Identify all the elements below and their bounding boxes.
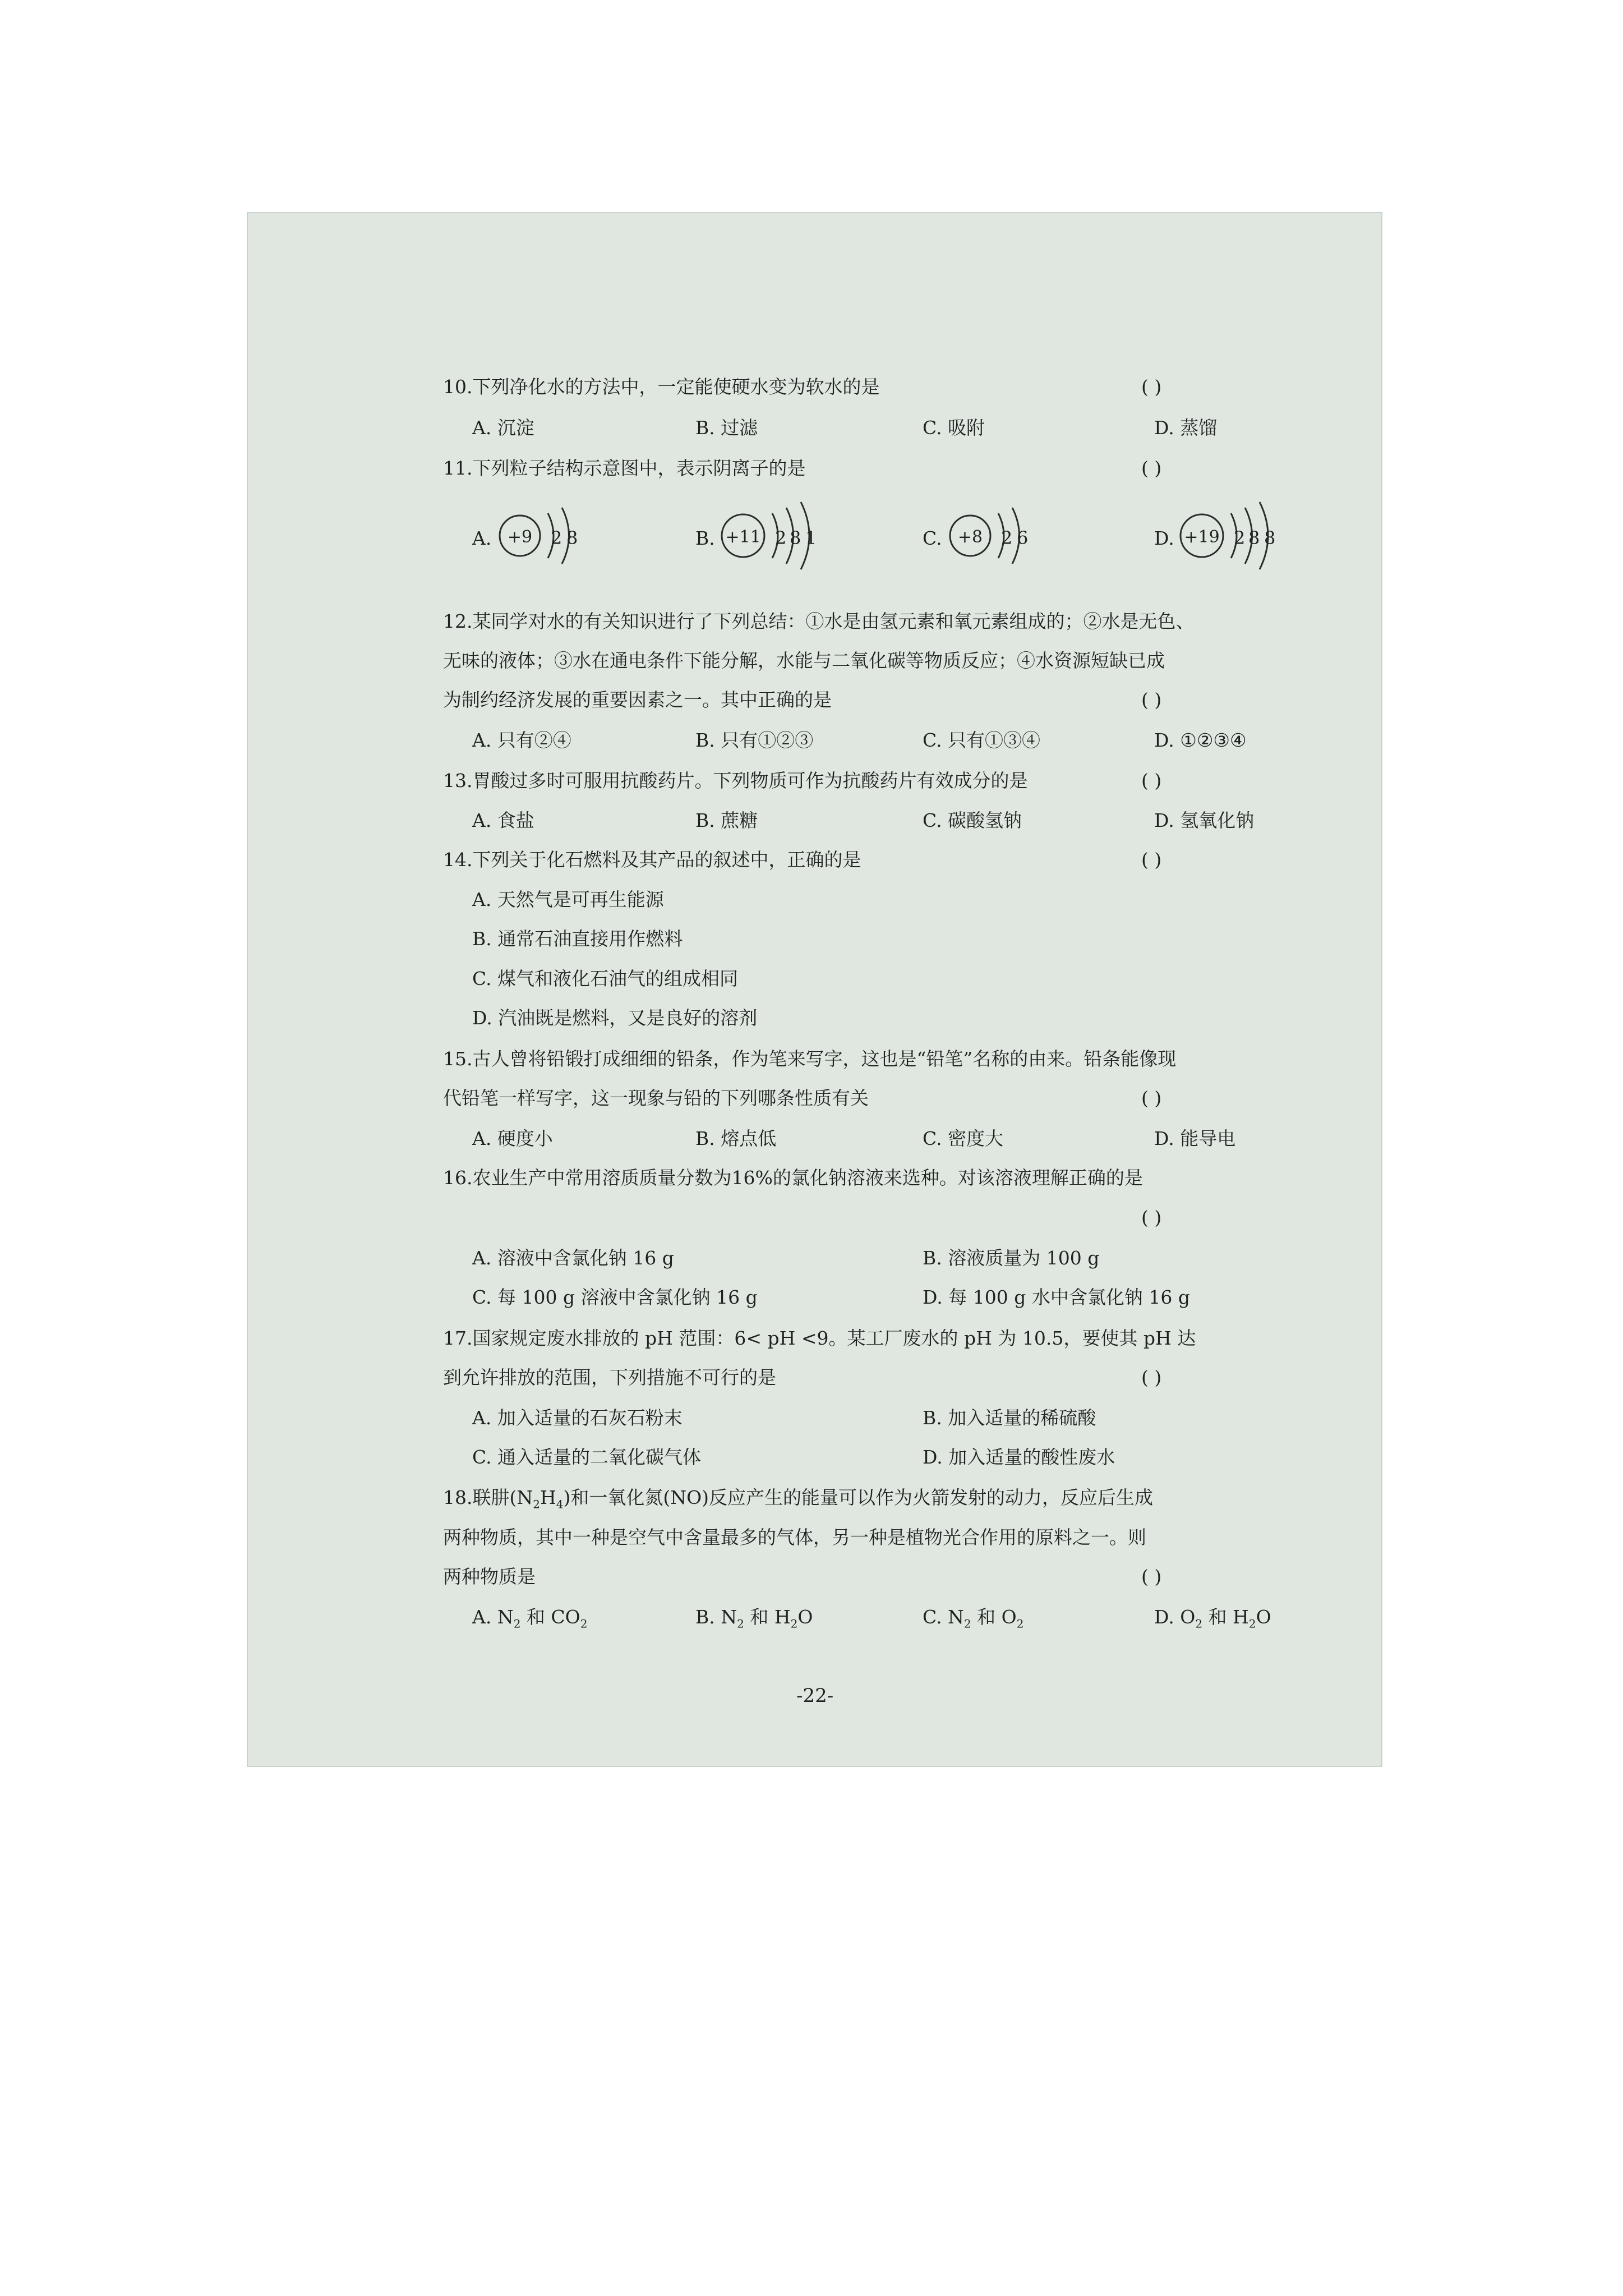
atom-d-shell-2: 8 — [1248, 527, 1260, 549]
atom-d-shell-3: 8 — [1264, 527, 1276, 549]
answer-blank-10: ( ) — [1141, 376, 1162, 398]
q18-option-c: C. $N_2$ 和 $O_2$ — [923, 1606, 1024, 1631]
q12-option-c: C. 只有①③④ — [923, 729, 1041, 751]
atom-diagram-a — [472, 499, 640, 578]
page-number: -22- — [796, 1685, 834, 1707]
q18-option-b: B. $N_2$ 和 $H_2O$ — [695, 1606, 813, 1631]
atom-d-nucleus: +19 — [1184, 527, 1220, 547]
q13-option-c: C. 碳酸氢钠 — [923, 809, 1022, 831]
atom-a-shell-2: 8 — [566, 527, 578, 549]
question-11-stem: 11.下列粒子结构示意图中，表示阴离子的是 — [443, 457, 806, 479]
q14-option-d: D. 汽油既是燃料，又是良好的溶剂 — [472, 1007, 758, 1029]
q15-option-d: D. 能导电 — [1154, 1128, 1236, 1149]
atom-d-label: D. — [1154, 527, 1174, 549]
q14-option-b: B. 通常石油直接用作燃料 — [472, 928, 683, 950]
q16-option-b: B. 溶液质量为 100 g — [923, 1247, 1100, 1269]
atom-a-shell-1: 2 — [551, 527, 562, 549]
answer-blank-17: ( ) — [1141, 1366, 1162, 1388]
scanned-exam-page — [247, 212, 1382, 1767]
q18-option-a: A. $N_2$ 和 $CO_2$ — [472, 1606, 588, 1631]
q16-option-d: D. 每 100 g 水中含氯化钠 16 g — [923, 1286, 1190, 1308]
q17-option-b: B. 加入适量的稀硫酸 — [923, 1407, 1096, 1429]
atom-a-label: A. — [472, 527, 492, 549]
q12-option-b: B. 只有①②③ — [695, 729, 814, 751]
atom-d-shell-1: 2 — [1234, 527, 1246, 549]
answer-blank-18: ( ) — [1141, 1566, 1162, 1588]
q13-option-a: A. 食盐 — [472, 809, 534, 831]
question-12-line-2: 无味的液体；③水在通电条件下能分解，水能与二氧化碳等物质反应；④水资源短缺已成 — [443, 650, 1165, 671]
question-15-line-2: 代铅笔一样写字，这一现象与铅的下列哪条性质有关 — [443, 1087, 869, 1109]
answer-blank-14: ( ) — [1141, 849, 1162, 871]
atom-diagram-b — [695, 499, 864, 578]
question-12-line-3: 为制约经济发展的重要因素之一。其中正确的是 — [443, 689, 832, 711]
atom-b-shell-3: 1 — [805, 527, 817, 549]
answer-blank-12: ( ) — [1141, 689, 1162, 711]
q10-option-a: A. 沉淀 — [472, 417, 534, 439]
q12-option-a: A. 只有②④ — [472, 729, 571, 751]
q16-option-c: C. 每 100 g 溶液中含氯化钠 16 g — [472, 1286, 758, 1308]
q15-option-b: B. 熔点低 — [695, 1128, 777, 1149]
question-10-stem: 10.下列净化水的方法中，一定能使硬水变为软水的是 — [443, 376, 880, 398]
atom-b-shell-1: 2 — [775, 527, 787, 549]
atom-c-nucleus: +8 — [957, 527, 983, 547]
q17-option-a: A. 加入适量的石灰石粉末 — [472, 1407, 683, 1429]
q15-option-c: C. 密度大 — [923, 1128, 1004, 1149]
question-13-stem: 13.胃酸过多时可服用抗酸药片。下列物质可作为抗酸药片有效成分的是 — [443, 770, 1028, 792]
q17-option-d: D. 加入适量的酸性废水 — [923, 1446, 1115, 1468]
atom-c-label: C. — [923, 527, 942, 549]
q16-option-a: A. 溶液中含氯化钠 16 g — [472, 1247, 674, 1269]
q15-option-a: A. 硬度小 — [472, 1128, 553, 1149]
q10-option-d: D. 蒸馏 — [1154, 417, 1218, 439]
question-18-line-1: 18.联肼$(N_2H_4)$和一氧化氮(NO)反应产生的能量可以作为火箭发射的动力，反应后生成 — [443, 1487, 1154, 1511]
atom-b-label: B. — [695, 527, 715, 549]
atom-c-shell-2: 6 — [1017, 527, 1029, 549]
question-17-line-1: 17.国家规定废水排放的 pH 范围：6< pH <9。某工厂废水的 pH 为 10.5，要使其 pH 达 — [443, 1327, 1196, 1349]
q14-option-c: C. 煤气和液化石油气的组成相同 — [472, 968, 739, 990]
q18-option-d: D. $O_2$ 和 $H_2O$ — [1154, 1606, 1271, 1631]
atom-a-nucleus: +9 — [507, 527, 533, 547]
question-18-line-2: 两种物质，其中一种是空气中含量最多的气体，另一种是植物光合作用的原料之一。则 — [443, 1526, 1146, 1548]
answer-blank-16: ( ) — [1141, 1207, 1162, 1228]
atom-b-shell-2: 8 — [790, 527, 801, 549]
q17-option-c: C. 通入适量的二氧化碳气体 — [472, 1446, 702, 1468]
q13-option-b: B. 蔗糖 — [695, 809, 758, 831]
atom-diagram-c — [923, 499, 1091, 578]
q10-option-b: B. 过滤 — [695, 417, 758, 439]
question-12-line-1: 12.某同学对水的有关知识进行了下列总结：①水是由氢元素和氧元素组成的；②水是无色、 — [443, 610, 1195, 632]
question-14-stem: 14.下列关于化石燃料及其产品的叙述中，正确的是 — [443, 849, 861, 871]
question-16-stem: 16.农业生产中常用溶质质量分数为16%的氯化钠溶液来选种。对该溶液理解正确的是 — [443, 1167, 1143, 1189]
atom-c-shell-1: 2 — [1001, 527, 1013, 549]
question-15-line-1: 15.古人曾将铅锻打成细细的铅条，作为笔来写字，这也是“铅笔”名称的由来。铅条能像现 — [443, 1048, 1177, 1070]
answer-blank-13: ( ) — [1141, 770, 1162, 792]
atom-diagram-d — [1154, 499, 1322, 578]
atom-b-nucleus: +11 — [725, 527, 761, 547]
q14-option-a: A. 天然气是可再生能源 — [472, 889, 664, 910]
q12-option-d: D. ①②③④ — [1154, 729, 1247, 751]
answer-blank-15: ( ) — [1141, 1087, 1162, 1109]
q13-option-d: D. 氢氧化钠 — [1154, 809, 1255, 831]
question-18-line-3: 两种物质是 — [443, 1566, 536, 1588]
q10-option-c: C. 吸附 — [923, 417, 985, 439]
question-17-line-2: 到允许排放的范围，下列措施不可行的是 — [443, 1366, 776, 1388]
answer-blank-11: ( ) — [1141, 457, 1162, 479]
